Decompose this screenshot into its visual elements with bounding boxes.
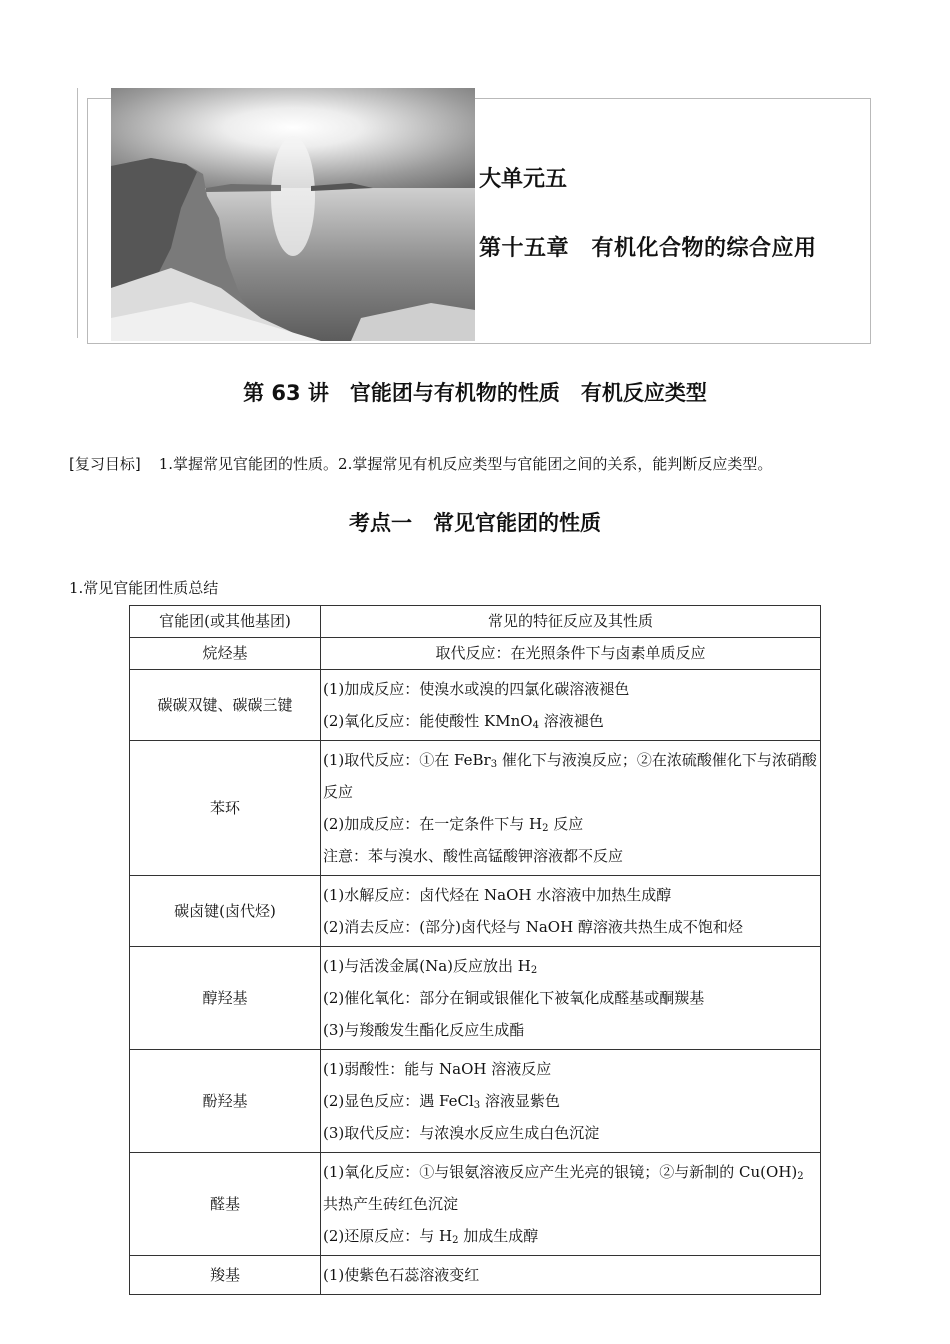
group-name-cell: 酚羟基 — [130, 1050, 321, 1153]
table-row — [130, 638, 821, 670]
property-line: (1)加成反应：使溴水或溴的四氯化碳溶液褪色 — [323, 680, 630, 698]
lecture-title: 第 63 讲 官能团与有机物的性质 有机反应类型 — [243, 381, 707, 405]
property-line: (1)弱酸性：能与 NaOH 溶液反应 — [323, 1060, 552, 1078]
property-line: (1)使紫色石蕊溶液变红 — [323, 1266, 480, 1284]
table-row — [130, 741, 821, 876]
table-row — [130, 1256, 821, 1295]
property-line: 注意：苯与溴水、酸性高锰酸钾溶液都不反应 — [323, 847, 624, 865]
property-line: (2)加成反应：在一定条件下与 $H_2$ 反应 — [323, 815, 584, 834]
property-line: (2)催化氧化：部分在铜或银催化下被氧化成醛基或酮羰基 — [323, 989, 705, 1007]
property-line: (1)水解反应：卤代烃在 NaOH 水溶液中加热生成醇 — [323, 886, 672, 904]
table-row — [130, 1050, 821, 1153]
table-row — [130, 876, 821, 947]
group-name-cell: 苯环 — [130, 741, 321, 876]
chapter-title: 第十五章 有机化合物的综合应用 — [479, 236, 817, 261]
chapter-banner — [77, 88, 872, 346]
group-name-cell: 醛基 — [130, 1153, 321, 1256]
property-line: (3)与羧酸发生酯化反应生成酯 — [323, 1021, 525, 1039]
section-title: 考点一 常见官能团的性质 — [349, 511, 601, 535]
banner-titles — [479, 162, 817, 262]
property-cell — [321, 947, 821, 1050]
group-name-cell: 碳卤键(卤代烃) — [130, 876, 321, 947]
property-line: (3)取代反应：与浓溴水反应生成白色沉淀 — [323, 1124, 600, 1142]
property-line: (2)显色反应：遇 FeCl$_3$ 溶液显紫色 — [323, 1092, 560, 1111]
property-line: (2)氧化反应：能使酸性 KMnO$_4$ 溶液褪色 — [323, 712, 604, 731]
coast-photo-svg — [111, 88, 475, 341]
group-name-cell: 羧基 — [130, 1256, 321, 1295]
property-cell — [321, 1256, 821, 1295]
property-line: (1)氧化反应：①与银氨溶液反应产生光亮的银镜；②与新制的 $Cu(OH)_2$ 共热产生砖红色沉淀 — [323, 1163, 804, 1213]
property-line: (1)取代反应：①在 FeBr$_3$ 催化下与液溴反应；②在浓硫酸催化下与浓硝酸反应 — [323, 751, 817, 801]
property-cell — [321, 876, 821, 947]
review-objectives — [69, 453, 889, 474]
table-header-row — [130, 606, 821, 638]
review-tag: [复习目标] — [69, 455, 141, 473]
table-row — [130, 670, 821, 741]
banner-left-rule — [77, 88, 78, 338]
group-name-cell: 烷烃基 — [130, 638, 321, 670]
table-row — [130, 947, 821, 1050]
functional-group-table — [129, 605, 821, 1295]
group-name-cell: 碳碳双键、碳碳三键 — [130, 670, 321, 741]
property-line: (1)与活泼金属(Na)反应放出 $H_2$ — [323, 957, 538, 976]
group-name-cell: 醇羟基 — [130, 947, 321, 1050]
unit-title: 大单元五 — [479, 167, 568, 192]
property-line: 取代反应：在光照条件下与卤素单质反应 — [435, 644, 706, 662]
property-cell — [321, 1153, 821, 1256]
banner-coast-photo — [111, 88, 475, 341]
table-row — [130, 1153, 821, 1256]
property-cell — [321, 1050, 821, 1153]
review-text: 1.掌握常见官能团的性质。2.掌握常见有机反应类型与官能团之间的关系，能判断反应类型。 — [158, 455, 773, 473]
header-cell: 官能团(或其他基团) — [130, 606, 321, 638]
property-cell — [321, 638, 821, 670]
property-line: (2)消去反应：(部分)卤代烃与 NaOH 醇溶液共热生成不饱和烃 — [323, 918, 743, 936]
property-cell — [321, 670, 821, 741]
property-line: (2)还原反应：与 $H_2$ 加成生成醇 — [323, 1227, 539, 1246]
property-cell — [321, 741, 821, 876]
subheading: 1.常见官能团性质总结 — [69, 579, 219, 597]
header-cell: 常见的特征反应及其性质 — [321, 606, 821, 638]
